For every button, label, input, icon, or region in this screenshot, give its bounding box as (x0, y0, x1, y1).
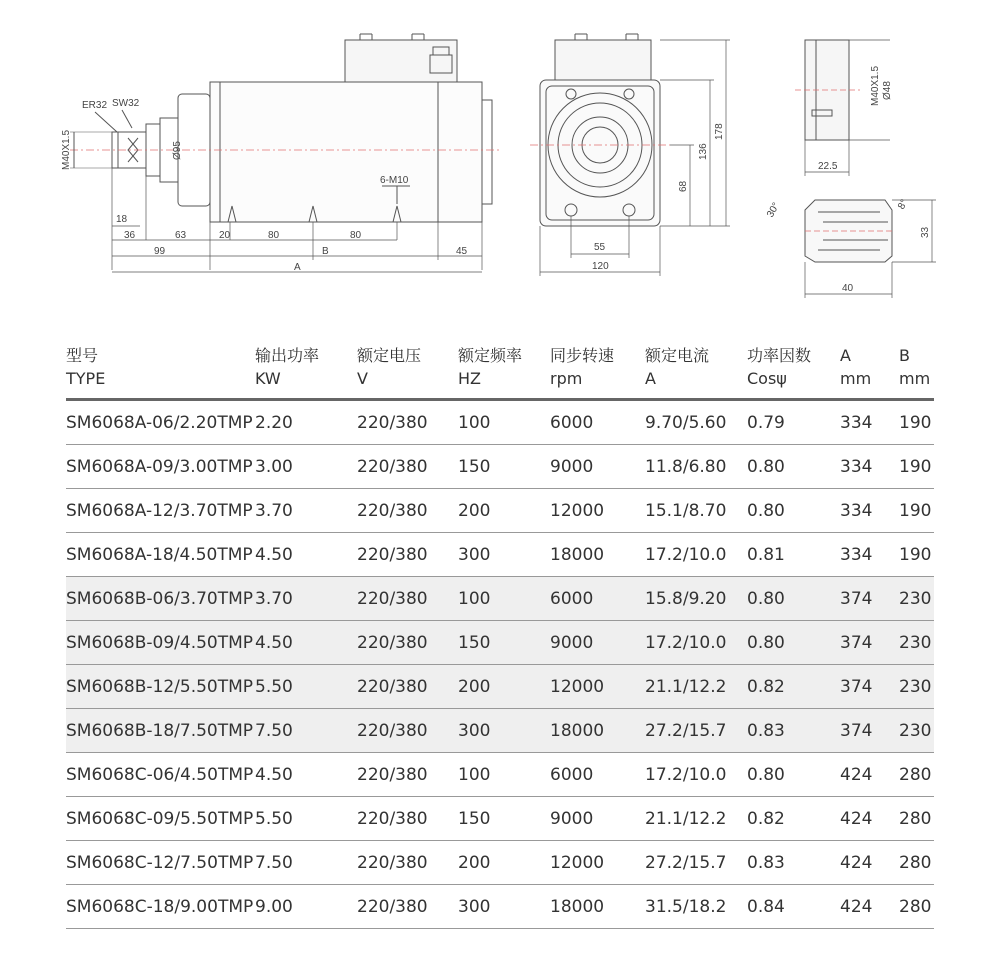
er32-label: ER32 (82, 100, 108, 111)
table-row (66, 533, 934, 577)
cell-type: SM6068A-12/3.70TMP (66, 489, 255, 533)
cell-power-factor: 0.81 (747, 533, 840, 577)
cell-a: 334 (840, 489, 899, 533)
dim-80a: 80 (268, 230, 280, 241)
cell-power-factor: 0.83 (747, 709, 840, 753)
dim-99: 99 (154, 246, 166, 257)
cell-type: SM6068B-06/3.70TMP (66, 577, 255, 621)
cell-kw: 5.50 (255, 665, 357, 709)
cell-b: 190 (899, 400, 934, 445)
header-voltage: 额定电压 V (357, 346, 422, 388)
header-current: 额定电流 A (645, 346, 710, 388)
cell-current: 9.70/5.60 (645, 400, 747, 445)
cell-current: 31.5/18.2 (645, 885, 747, 929)
cell-a: 374 (840, 665, 899, 709)
cell-type: SM6068A-09/3.00TMP (66, 445, 255, 489)
cell-frequency: 300 (458, 709, 550, 753)
cell-rpm: 18000 (550, 709, 645, 753)
cell-current: 17.2/10.0 (645, 533, 747, 577)
cell-rpm: 12000 (550, 489, 645, 533)
cell-a: 424 (840, 797, 899, 841)
cell-b: 190 (899, 533, 934, 577)
dim-A: A (294, 262, 301, 273)
collet-dim-40: 40 (842, 283, 854, 294)
cell-a: 424 (840, 841, 899, 885)
cell-rpm: 18000 (550, 533, 645, 577)
cell-voltage: 220/380 (357, 797, 458, 841)
cell-rpm: 12000 (550, 665, 645, 709)
cell-rpm: 6000 (550, 753, 645, 797)
header-type: 型号 TYPE (66, 346, 106, 388)
collet-dim-33: 33 (920, 226, 931, 238)
cell-voltage: 220/380 (357, 885, 458, 929)
cell-b: 230 (899, 621, 934, 665)
cell-rpm: 18000 (550, 885, 645, 929)
cell-voltage: 220/380 (357, 709, 458, 753)
dim-178: 178 (714, 123, 725, 140)
cell-power-factor: 0.80 (747, 577, 840, 621)
cell-current: 15.8/9.20 (645, 577, 747, 621)
nut-m40-label: M40X1.5 (870, 65, 881, 106)
dim-68: 68 (678, 180, 689, 192)
m10-label: 6-M10 (380, 175, 409, 186)
dim-80b: 80 (350, 230, 362, 241)
cell-frequency: 100 (458, 577, 550, 621)
cell-type: SM6068C-12/7.50TMP (66, 841, 255, 885)
cell-voltage: 220/380 (357, 445, 458, 489)
cell-rpm: 9000 (550, 621, 645, 665)
cell-voltage: 220/380 (357, 577, 458, 621)
cell-a: 334 (840, 533, 899, 577)
header-a: A mm (840, 346, 872, 388)
cell-current: 17.2/10.0 (645, 753, 747, 797)
cell-type: SM6068A-06/2.20TMP (66, 400, 255, 445)
cell-frequency: 300 (458, 533, 550, 577)
dia95-label: Ø95 (172, 141, 183, 160)
cell-current: 27.2/15.7 (645, 709, 747, 753)
cell-kw: 4.50 (255, 621, 357, 665)
cell-voltage: 220/380 (357, 841, 458, 885)
cell-type: SM6068C-09/5.50TMP (66, 797, 255, 841)
cell-current: 11.8/6.80 (645, 445, 747, 489)
nut-dia48-label: Ø48 (882, 81, 893, 100)
cell-a: 374 (840, 709, 899, 753)
dim-120: 120 (592, 261, 609, 272)
cell-frequency: 150 (458, 445, 550, 489)
dim-B: B (322, 246, 329, 257)
cell-current: 17.2/10.0 (645, 621, 747, 665)
nut-view (795, 40, 890, 176)
table-row (66, 665, 934, 709)
header-rpm: 同步转速 rpm (550, 346, 615, 388)
cell-kw: 3.70 (255, 577, 357, 621)
dim-20: 20 (219, 230, 231, 241)
cell-rpm: 6000 (550, 400, 645, 445)
table-row (66, 753, 934, 797)
technical-drawing (0, 0, 1000, 320)
cell-a: 374 (840, 621, 899, 665)
cell-kw: 4.50 (255, 533, 357, 577)
cell-kw: 5.50 (255, 797, 357, 841)
cell-frequency: 100 (458, 753, 550, 797)
cell-current: 21.1/12.2 (645, 797, 747, 841)
cell-type: SM6068B-18/7.50TMP (66, 709, 255, 753)
cell-frequency: 300 (458, 885, 550, 929)
cell-b: 280 (899, 841, 934, 885)
dim-18: 18 (116, 214, 128, 225)
cell-type: SM6068C-06/4.50TMP (66, 753, 255, 797)
table-row (66, 841, 934, 885)
header-frequency: 额定频率 HZ (458, 346, 523, 388)
cell-rpm: 12000 (550, 841, 645, 885)
table-header-row (66, 340, 934, 400)
cell-voltage: 220/380 (357, 753, 458, 797)
cell-a: 334 (840, 400, 899, 445)
table-row (66, 400, 934, 445)
cell-power-factor: 0.80 (747, 753, 840, 797)
cell-power-factor: 0.80 (747, 489, 840, 533)
cell-frequency: 150 (458, 621, 550, 665)
spec-table (66, 340, 934, 929)
cell-power-factor: 0.82 (747, 797, 840, 841)
cell-kw: 4.50 (255, 753, 357, 797)
m40-label: M40X1.5 (61, 129, 72, 170)
cell-type: SM6068C-18/9.00TMP (66, 885, 255, 929)
cell-rpm: 9000 (550, 797, 645, 841)
cell-b: 190 (899, 489, 934, 533)
cell-a: 424 (840, 885, 899, 929)
dim-55: 55 (594, 242, 606, 253)
cell-voltage: 220/380 (357, 533, 458, 577)
cell-power-factor: 0.82 (747, 665, 840, 709)
cell-b: 230 (899, 665, 934, 709)
cell-a: 374 (840, 577, 899, 621)
cell-b: 280 (899, 753, 934, 797)
cell-type: SM6068B-12/5.50TMP (66, 665, 255, 709)
cell-a: 424 (840, 753, 899, 797)
cell-kw: 7.50 (255, 709, 357, 753)
table-row (66, 621, 934, 665)
table-row (66, 885, 934, 929)
cell-kw: 3.70 (255, 489, 357, 533)
cell-frequency: 200 (458, 489, 550, 533)
cell-kw: 3.00 (255, 445, 357, 489)
sw32-label: SW32 (112, 98, 140, 109)
cell-voltage: 220/380 (357, 665, 458, 709)
cell-power-factor: 0.79 (747, 400, 840, 445)
cell-power-factor: 0.84 (747, 885, 840, 929)
cell-frequency: 150 (458, 797, 550, 841)
cell-current: 21.1/12.2 (645, 665, 747, 709)
table-row (66, 445, 934, 489)
cell-type: SM6068A-18/4.50TMP (66, 533, 255, 577)
cell-frequency: 100 (458, 400, 550, 445)
cell-kw: 9.00 (255, 885, 357, 929)
cell-b: 280 (899, 797, 934, 841)
cell-voltage: 220/380 (357, 400, 458, 445)
table-row (66, 577, 934, 621)
cell-current: 15.1/8.70 (645, 489, 747, 533)
cell-a: 334 (840, 445, 899, 489)
header-kw: 输出功率 KW (255, 346, 320, 388)
cell-b: 230 (899, 709, 934, 753)
cell-frequency: 200 (458, 665, 550, 709)
cell-rpm: 9000 (550, 445, 645, 489)
cell-current: 27.2/15.7 (645, 841, 747, 885)
cell-b: 280 (899, 885, 934, 929)
cell-power-factor: 0.80 (747, 445, 840, 489)
table-row (66, 797, 934, 841)
dim-63: 63 (175, 230, 187, 241)
collet-view (805, 197, 936, 298)
cell-type: SM6068B-09/4.50TMP (66, 621, 255, 665)
cell-frequency: 200 (458, 841, 550, 885)
cell-voltage: 220/380 (357, 489, 458, 533)
cell-b: 190 (899, 445, 934, 489)
header-power-factor: 功率因数 Cosψ (747, 346, 812, 388)
header-b: B mm (899, 346, 931, 388)
cell-rpm: 6000 (550, 577, 645, 621)
nut-dim-225: 22.5 (818, 161, 838, 172)
dim-136: 136 (698, 143, 709, 160)
collet-angle-30: 30° (765, 200, 783, 220)
table-row (66, 709, 934, 753)
cell-power-factor: 0.83 (747, 841, 840, 885)
dim-36: 36 (124, 230, 136, 241)
collet-angle-8: 8° (896, 197, 911, 212)
cell-voltage: 220/380 (357, 621, 458, 665)
cell-power-factor: 0.80 (747, 621, 840, 665)
table-row (66, 489, 934, 533)
dim-45: 45 (456, 246, 468, 257)
cell-kw: 7.50 (255, 841, 357, 885)
cell-kw: 2.20 (255, 400, 357, 445)
cell-b: 230 (899, 577, 934, 621)
